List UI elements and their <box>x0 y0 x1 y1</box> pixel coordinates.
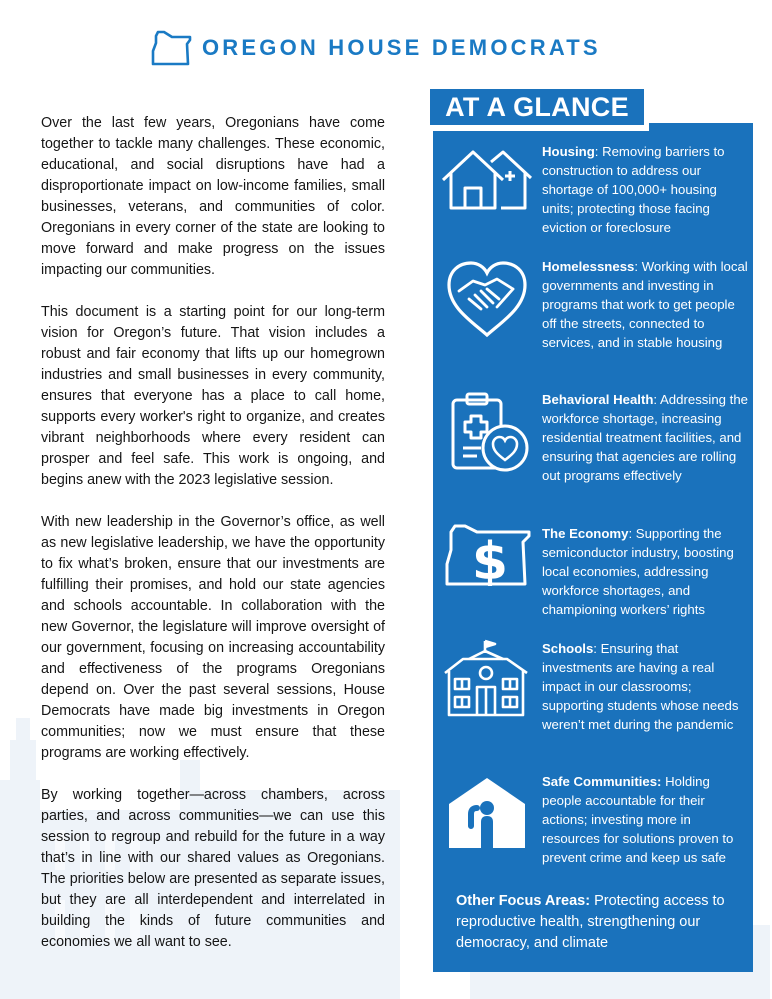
intro-paragraph: By working together—across chambers, across parties, and across communities—we can use this session to regroup and rebuild for the future in a way that’s in line with our shared values as Oregonians. The priorities below are presented as separate issues, but they are all interdependent and interrelated in building the kinds of future communities and economies we all want to see. <box>41 787 385 950</box>
glance-item-description: Ensuring that investments are having a real impact in our classrooms; supporting students whose needs weren’t met during the pandemic <box>542 641 739 732</box>
clipboard-heart-icon <box>441 390 533 474</box>
glance-item-heading: Behavioral Health <box>542 392 654 407</box>
intro-paragraph: This document is a starting point for our long-term vision for Oregon’s future. That vision includes a robust and fair economy that lifts up our homegrown industries and small businesses in every community, ensures that everyone has a place to call home, supports every worker's right to organize, and creates vibrant neighborhoods where every resident can prosper and feel safe. This work is ongoing, and begins anew with the 2023 legislative session. <box>41 304 385 488</box>
at-a-glance-title: AT A GLANCE <box>430 89 644 125</box>
glance-item-description: Addressing the workforce shortage, increasing residential treatment facilities, and ensuring that agencies are rolling out programs effectively <box>542 392 748 483</box>
other-focus-text: Protecting access to reproductive health, strengthening our democracy, and climate <box>456 893 725 951</box>
glance-item-heading: Schools <box>542 641 594 656</box>
glance-item-text <box>542 524 752 619</box>
glance-item-text <box>542 142 752 237</box>
page-title: OREGON HOUSE DEMOCRATS <box>202 35 601 60</box>
schoolhouse-icon <box>441 639 533 719</box>
glance-item-separator: : <box>594 144 603 159</box>
glance-item-separator: : <box>628 526 636 541</box>
glance-item-description: Working with local governments and investing in programs that work to get people off the streets, connected to services, and in stable housing <box>542 259 748 350</box>
house-icon <box>441 146 533 212</box>
glance-item-heading: Safe Communities: <box>542 774 662 789</box>
glance-item-heading: The Economy <box>542 526 629 541</box>
glance-item-description: Supporting the semiconductor industry, boosting local economies, addressing workforce shortages, and championing workers’ rights <box>542 526 734 617</box>
other-focus-areas <box>456 891 746 954</box>
glance-item-text <box>542 390 752 485</box>
safe-home-icon <box>441 774 533 850</box>
heart-handshake-icon <box>441 259 533 339</box>
glance-item-separator: : <box>634 259 642 274</box>
glance-item-description: Holding people accountable for their actions; investing more in resources for solutions proven to prevent crime and keep us safe <box>542 774 734 865</box>
intro-paragraph: With new leadership in the Governor’s office, as well as new legislative leadership, we have the opportunity to fix what’s broken, ensure that our investments are fulfilling their promises, and hold our state agencies and schools accountable. In collaboration with the new Governor, the legislature will improve oversight of our government, focusing on increasing accountability and effectiveness of the programs Oregonians depend on. Over the past several sessions, House Democrats have made big investments in Oregon communities; now we must ensure that these programs are working effectively. <box>41 514 385 761</box>
glance-item-separator: : <box>653 392 661 407</box>
other-focus-heading: Other Focus Areas: <box>456 893 591 909</box>
intro-text <box>41 113 385 974</box>
document-header <box>150 26 601 70</box>
glance-item-text <box>542 257 752 352</box>
glance-item-heading: Housing <box>542 144 595 159</box>
intro-paragraph: Over the last few years, Oregonians have come together to tackle many challenges. These economic, educational, and social disruptions have had a disproportionate impact on low-income families, small businesses, veterans, and communities of color. Oregonians in every corner of the state are looking to move forward and make progress on the issues impacting our communities. <box>41 115 385 278</box>
glance-item-description: Removing barriers to construction to address our shortage of 100,000+ housing units; protecting those facing eviction or foreclosure <box>542 144 725 235</box>
glance-item-heading: Homelessness <box>542 259 635 274</box>
oregon-dollar-icon <box>441 524 533 586</box>
oregon-state-outline-icon <box>150 29 194 67</box>
glance-item-separator: : <box>593 641 601 656</box>
svg-text:$: $ <box>471 532 509 586</box>
glance-item-text <box>542 639 752 734</box>
glance-item-text <box>542 772 752 867</box>
